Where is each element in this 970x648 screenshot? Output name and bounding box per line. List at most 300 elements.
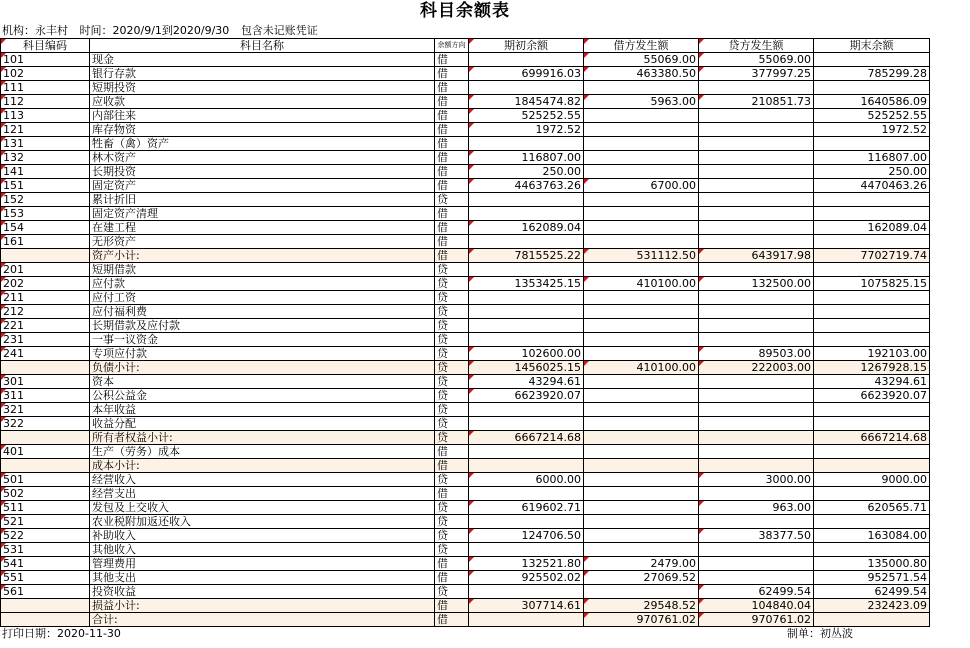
- cell-begin: [469, 417, 584, 431]
- cell-direction: 借: [435, 95, 469, 109]
- cell-end: [814, 445, 930, 459]
- cell-name: 应付工资: [90, 291, 435, 305]
- cell-code: [1, 459, 90, 473]
- cell-code: 521: [1, 515, 90, 529]
- subtotal-row: [1, 431, 930, 445]
- header-direction: 余额方向: [435, 39, 469, 53]
- cell-end: 525252.55: [814, 109, 930, 123]
- cell-credit: [699, 319, 814, 333]
- cell-direction: 贷: [435, 403, 469, 417]
- cell-begin: 525252.55: [469, 109, 584, 123]
- cell-end: [814, 207, 930, 221]
- cell-credit: 3000.00: [699, 473, 814, 487]
- table-row: [1, 179, 930, 193]
- cell-debit: 6700.00: [584, 179, 699, 193]
- cell-code: 131: [1, 137, 90, 151]
- subtotal-row: [1, 361, 930, 375]
- cell-code: [1, 431, 90, 445]
- cell-debit: 2479.00: [584, 557, 699, 571]
- print-date: 打印日期：2020-11-30: [2, 627, 121, 640]
- cell-debit: 410100.00: [584, 361, 699, 375]
- cell-code: 531: [1, 543, 90, 557]
- cell-begin: [469, 319, 584, 333]
- cell-credit: [699, 487, 814, 501]
- cell-debit: 463380.50: [584, 67, 699, 81]
- cell-code: 202: [1, 277, 90, 291]
- cell-code: 121: [1, 123, 90, 137]
- cell-name: 损益小计:: [90, 599, 435, 613]
- cell-begin: 6000.00: [469, 473, 584, 487]
- table-row: [1, 95, 930, 109]
- cell-credit: [699, 431, 814, 445]
- cell-end: 6667214.68: [814, 431, 930, 445]
- cell-credit: [699, 165, 814, 179]
- cell-debit: 55069.00: [584, 53, 699, 67]
- cell-end: [814, 333, 930, 347]
- cell-debit: [584, 487, 699, 501]
- cell-debit: [584, 473, 699, 487]
- cell-direction: 借: [435, 445, 469, 459]
- table-row: [1, 375, 930, 389]
- cell-direction: 借: [435, 67, 469, 81]
- cell-direction: 借: [435, 459, 469, 473]
- table-row: [1, 571, 930, 585]
- cell-direction: 贷: [435, 305, 469, 319]
- cell-name: 长期投资: [90, 165, 435, 179]
- cell-end: [814, 235, 930, 249]
- cell-credit: [699, 179, 814, 193]
- table-row: [1, 417, 930, 431]
- cell-direction: 贷: [435, 529, 469, 543]
- cell-code: 522: [1, 529, 90, 543]
- cell-credit: 377997.25: [699, 67, 814, 81]
- cell-end: 232423.09: [814, 599, 930, 613]
- cell-direction: 借: [435, 151, 469, 165]
- table-row: [1, 501, 930, 515]
- org-label: 机构：永丰村: [2, 24, 68, 37]
- cell-debit: [584, 193, 699, 207]
- cell-credit: [699, 333, 814, 347]
- cell-credit: 222003.00: [699, 361, 814, 375]
- cell-code: 161: [1, 235, 90, 249]
- cell-credit: 963.00: [699, 501, 814, 515]
- cell-code: 211: [1, 291, 90, 305]
- cell-debit: [584, 263, 699, 277]
- cell-debit: [584, 445, 699, 459]
- cell-end: 43294.61: [814, 375, 930, 389]
- header-end-balance: 期末余额: [814, 39, 930, 53]
- cell-name: 林木资产: [90, 151, 435, 165]
- cell-begin: [469, 445, 584, 459]
- cell-direction: 借: [435, 207, 469, 221]
- cell-debit: [584, 501, 699, 515]
- cell-name: 累计折旧: [90, 193, 435, 207]
- cell-code: 102: [1, 67, 90, 81]
- cell-name: 应收款: [90, 95, 435, 109]
- table-row: [1, 473, 930, 487]
- table-row: [1, 109, 930, 123]
- cell-name: 经营支出: [90, 487, 435, 501]
- total-label: 合计:: [90, 613, 435, 627]
- header-debit: 借方发生额: [584, 39, 699, 53]
- cell-begin: [469, 543, 584, 557]
- cell-name: 短期借款: [90, 263, 435, 277]
- cell-debit: [584, 403, 699, 417]
- table-row: [1, 529, 930, 543]
- cell-debit: [584, 109, 699, 123]
- cell-name: 无形资产: [90, 235, 435, 249]
- cell-direction: 借: [435, 557, 469, 571]
- table-row: [1, 333, 930, 347]
- cell-begin: 116807.00: [469, 151, 584, 165]
- cell-direction: 借: [435, 123, 469, 137]
- cell-direction: 贷: [435, 291, 469, 305]
- header-credit: 贷方发生额: [699, 39, 814, 53]
- cell-direction: 借: [435, 81, 469, 95]
- table-row: [1, 585, 930, 599]
- cell-begin: 250.00: [469, 165, 584, 179]
- cell-begin: 1456025.15: [469, 361, 584, 375]
- cell-code: [1, 361, 90, 375]
- table-row: [1, 389, 930, 403]
- table-row: [1, 53, 930, 67]
- cell-begin: [469, 585, 584, 599]
- cell-begin: 619602.71: [469, 501, 584, 515]
- cell-name: 固定资产清理: [90, 207, 435, 221]
- cell-code: 551: [1, 571, 90, 585]
- cell-debit: [584, 515, 699, 529]
- cell-credit: [699, 459, 814, 473]
- cell-name: 资本: [90, 375, 435, 389]
- cell-code: 311: [1, 389, 90, 403]
- cell-name: 专项应付款: [90, 347, 435, 361]
- cell-debit: [584, 417, 699, 431]
- table-row: [1, 165, 930, 179]
- cell-direction: 借: [435, 249, 469, 263]
- table-row: [1, 319, 930, 333]
- table-row: [1, 543, 930, 557]
- period-label: 时间：2020/9/1到2020/9/30: [79, 24, 230, 37]
- total-row: [1, 613, 930, 627]
- cell-begin: [469, 81, 584, 95]
- cell-code: 141: [1, 165, 90, 179]
- cell-debit: [584, 459, 699, 473]
- cell-credit: [699, 557, 814, 571]
- cell-code: 132: [1, 151, 90, 165]
- cell-direction: 贷: [435, 417, 469, 431]
- cell-direction: 借: [435, 53, 469, 67]
- cell-direction: 贷: [435, 263, 469, 277]
- table-row: [1, 263, 930, 277]
- cell-begin: [469, 459, 584, 473]
- total-begin: [469, 613, 584, 627]
- cell-direction: 借: [435, 109, 469, 123]
- cell-direction: 借: [435, 487, 469, 501]
- cell-debit: [584, 151, 699, 165]
- cell-code: 201: [1, 263, 90, 277]
- cell-end: [814, 543, 930, 557]
- cell-direction: 贷: [435, 319, 469, 333]
- cell-name: 现金: [90, 53, 435, 67]
- cell-direction: 借: [435, 235, 469, 249]
- cell-credit: [699, 123, 814, 137]
- cell-name: 管理费用: [90, 557, 435, 571]
- cell-direction: 贷: [435, 501, 469, 515]
- cell-end: [814, 487, 930, 501]
- total-credit: 970761.02: [699, 613, 814, 627]
- cell-end: [814, 515, 930, 529]
- cell-direction: 贷: [435, 193, 469, 207]
- total-code: [1, 613, 90, 627]
- cell-begin: [469, 403, 584, 417]
- cell-credit: [699, 263, 814, 277]
- cell-credit: [699, 193, 814, 207]
- cell-begin: [469, 487, 584, 501]
- cell-code: 221: [1, 319, 90, 333]
- cell-end: 9000.00: [814, 473, 930, 487]
- table-row: [1, 277, 930, 291]
- cell-code: 101: [1, 53, 90, 67]
- cell-begin: 6667214.68: [469, 431, 584, 445]
- cell-code: [1, 249, 90, 263]
- cell-credit: [699, 389, 814, 403]
- table-row: [1, 291, 930, 305]
- cell-begin: [469, 291, 584, 305]
- cell-debit: [584, 165, 699, 179]
- cell-begin: [469, 207, 584, 221]
- cell-direction: 贷: [435, 361, 469, 375]
- cell-end: [814, 53, 930, 67]
- table-row: [1, 207, 930, 221]
- total-end: [814, 613, 930, 627]
- cell-name: 经营收入: [90, 473, 435, 487]
- cell-direction: 贷: [435, 347, 469, 361]
- cell-end: 6623920.07: [814, 389, 930, 403]
- cell-credit: [699, 221, 814, 235]
- cell-direction: 贷: [435, 375, 469, 389]
- cell-name: 内部往来: [90, 109, 435, 123]
- cell-debit: [584, 431, 699, 445]
- cell-code: 231: [1, 333, 90, 347]
- cell-begin: [469, 515, 584, 529]
- cell-end: [814, 193, 930, 207]
- cell-end: 1640586.09: [814, 95, 930, 109]
- cell-name: 应付福利费: [90, 305, 435, 319]
- cell-end: [814, 403, 930, 417]
- cell-debit: 410100.00: [584, 277, 699, 291]
- cell-end: 1267928.15: [814, 361, 930, 375]
- cell-name: 补助收入: [90, 529, 435, 543]
- cell-end: 250.00: [814, 165, 930, 179]
- cell-debit: [584, 305, 699, 319]
- cell-credit: [699, 571, 814, 585]
- cell-end: [814, 319, 930, 333]
- cell-name: 一事一议资金: [90, 333, 435, 347]
- cell-credit: 104840.04: [699, 599, 814, 613]
- cell-code: 501: [1, 473, 90, 487]
- cell-credit: 38377.50: [699, 529, 814, 543]
- cell-begin: 307714.61: [469, 599, 584, 613]
- cell-end: [814, 137, 930, 151]
- table-row: [1, 67, 930, 81]
- cell-name: 库存物资: [90, 123, 435, 137]
- cell-code: 401: [1, 445, 90, 459]
- subtotal-row: [1, 459, 930, 473]
- cell-code: [1, 599, 90, 613]
- cell-direction: 贷: [435, 515, 469, 529]
- cell-name: 收益分配: [90, 417, 435, 431]
- cell-end: [814, 417, 930, 431]
- cell-name: 发包及上交收入: [90, 501, 435, 515]
- cell-debit: [584, 389, 699, 403]
- cell-debit: 29548.52: [584, 599, 699, 613]
- cell-name: 所有者权益小计:: [90, 431, 435, 445]
- cell-credit: [699, 375, 814, 389]
- balance-table: [0, 38, 930, 627]
- cell-credit: 55069.00: [699, 53, 814, 67]
- cell-begin: 6623920.07: [469, 389, 584, 403]
- cell-code: 151: [1, 179, 90, 193]
- maker: 制单：初丛波: [787, 627, 853, 640]
- cell-begin: 1972.52: [469, 123, 584, 137]
- table-row: [1, 305, 930, 319]
- cell-name: 在建工程: [90, 221, 435, 235]
- cell-debit: [584, 235, 699, 249]
- cell-code: 502: [1, 487, 90, 501]
- cell-credit: [699, 417, 814, 431]
- cell-code: 153: [1, 207, 90, 221]
- cell-credit: 210851.73: [699, 95, 814, 109]
- cell-code: 111: [1, 81, 90, 95]
- cell-end: 1972.52: [814, 123, 930, 137]
- total-direction: 借: [435, 613, 469, 627]
- cell-begin: 132521.80: [469, 557, 584, 571]
- table-row: [1, 403, 930, 417]
- header-row: [1, 39, 930, 53]
- cell-debit: [584, 207, 699, 221]
- report-meta: [2, 24, 326, 38]
- cell-credit: 643917.98: [699, 249, 814, 263]
- table-row: [1, 235, 930, 249]
- cell-debit: 27069.52: [584, 571, 699, 585]
- table-row: [1, 193, 930, 207]
- table-row: [1, 151, 930, 165]
- cell-credit: [699, 291, 814, 305]
- cell-end: 116807.00: [814, 151, 930, 165]
- cell-end: [814, 263, 930, 277]
- cell-direction: 贷: [435, 333, 469, 347]
- cell-end: 192103.00: [814, 347, 930, 361]
- cell-debit: [584, 291, 699, 305]
- cell-credit: [699, 403, 814, 417]
- header-code: 科目编码: [1, 39, 90, 53]
- cell-name: 短期投资: [90, 81, 435, 95]
- cell-end: 163084.00: [814, 529, 930, 543]
- header-begin-balance: 期初余额: [469, 39, 584, 53]
- cell-direction: 贷: [435, 543, 469, 557]
- cell-debit: [584, 81, 699, 95]
- cell-code: 241: [1, 347, 90, 361]
- cell-direction: 借: [435, 221, 469, 235]
- cell-name: 负债小计:: [90, 361, 435, 375]
- cell-name: 其他收入: [90, 543, 435, 557]
- table-row: [1, 81, 930, 95]
- cell-end: 952571.54: [814, 571, 930, 585]
- table-row: [1, 137, 930, 151]
- cell-code: 154: [1, 221, 90, 235]
- cell-end: [814, 291, 930, 305]
- cell-end: 62499.54: [814, 585, 930, 599]
- cell-debit: [584, 221, 699, 235]
- cell-code: 541: [1, 557, 90, 571]
- cell-name: 银行存款: [90, 67, 435, 81]
- cell-begin: 124706.50: [469, 529, 584, 543]
- cell-direction: 贷: [435, 431, 469, 445]
- table-row: [1, 445, 930, 459]
- cell-code: 212: [1, 305, 90, 319]
- cell-end: 162089.04: [814, 221, 930, 235]
- cell-credit: [699, 515, 814, 529]
- cell-debit: 5963.00: [584, 95, 699, 109]
- cell-begin: [469, 235, 584, 249]
- cell-direction: 借: [435, 165, 469, 179]
- cell-credit: 132500.00: [699, 277, 814, 291]
- cell-begin: 7815525.22: [469, 249, 584, 263]
- cell-credit: 89503.00: [699, 347, 814, 361]
- report-title: 科目余额表: [420, 1, 510, 21]
- cell-direction: 借: [435, 137, 469, 151]
- cell-begin: 699916.03: [469, 67, 584, 81]
- cell-name: 生产（劳务）成本: [90, 445, 435, 459]
- cell-name: 本年收益: [90, 403, 435, 417]
- cell-credit: 62499.54: [699, 585, 814, 599]
- cell-code: 322: [1, 417, 90, 431]
- cell-name: 牲畜（禽）资产: [90, 137, 435, 151]
- cell-begin: 1845474.82: [469, 95, 584, 109]
- cell-direction: 贷: [435, 277, 469, 291]
- cell-direction: 贷: [435, 473, 469, 487]
- cell-debit: [584, 543, 699, 557]
- cell-end: 785299.28: [814, 67, 930, 81]
- cell-direction: 借: [435, 179, 469, 193]
- cell-code: 301: [1, 375, 90, 389]
- table-row: [1, 557, 930, 571]
- cell-name: 固定资产: [90, 179, 435, 193]
- cell-begin: 925502.02: [469, 571, 584, 585]
- cell-code: 561: [1, 585, 90, 599]
- cell-credit: [699, 137, 814, 151]
- cell-begin: 102600.00: [469, 347, 584, 361]
- cell-code: 321: [1, 403, 90, 417]
- cell-begin: [469, 53, 584, 67]
- cell-credit: [699, 151, 814, 165]
- cell-end: 1075825.15: [814, 277, 930, 291]
- cell-end: 135000.80: [814, 557, 930, 571]
- cell-direction: 借: [435, 571, 469, 585]
- table-row: [1, 347, 930, 361]
- cell-debit: [584, 137, 699, 151]
- cell-begin: [469, 305, 584, 319]
- cell-debit: [584, 375, 699, 389]
- cell-name: 资产小计:: [90, 249, 435, 263]
- table-row: [1, 221, 930, 235]
- cell-name: 长期借款及应付款: [90, 319, 435, 333]
- cell-code: 152: [1, 193, 90, 207]
- cell-end: 4470463.26: [814, 179, 930, 193]
- cell-direction: 贷: [435, 389, 469, 403]
- unposted-note: 包含未记账凭证: [240, 24, 318, 37]
- ledger-body: [1, 53, 930, 613]
